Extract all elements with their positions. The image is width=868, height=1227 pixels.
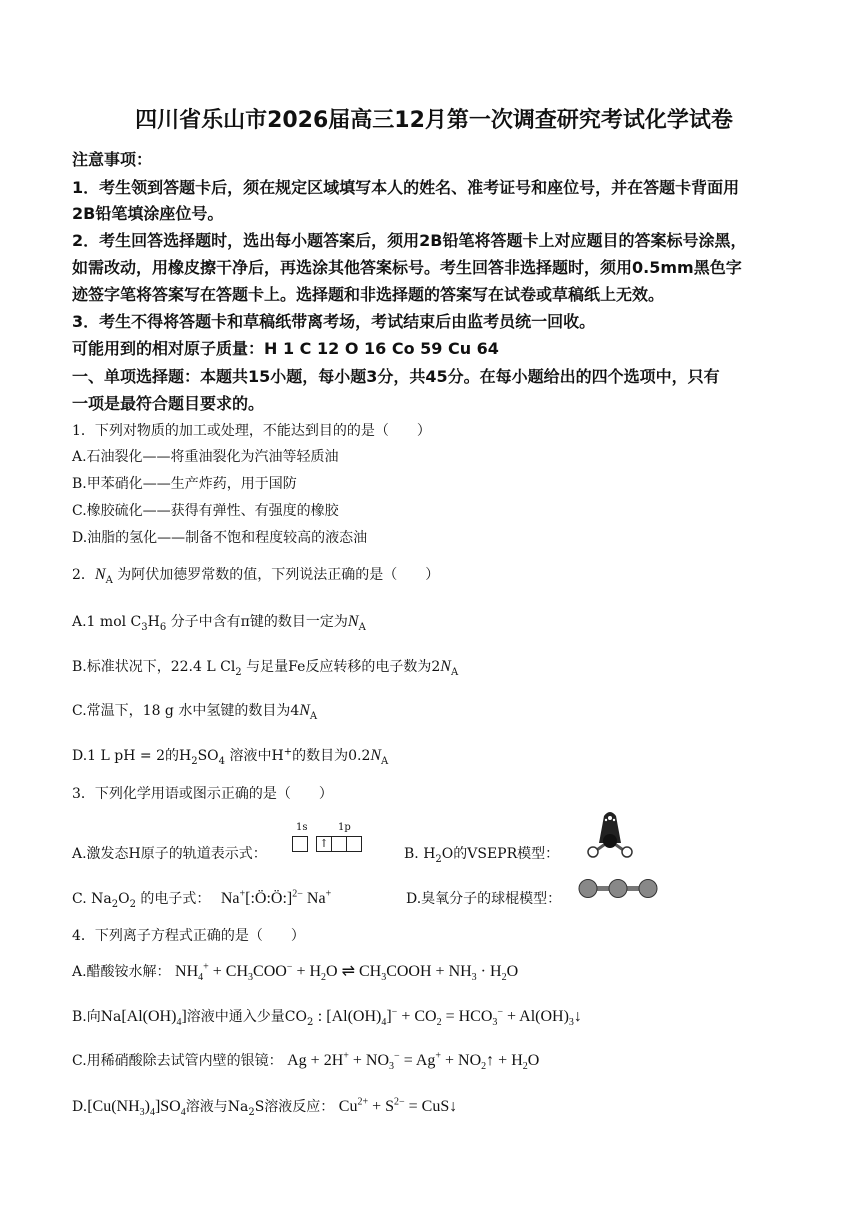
notice-item-1a: 1．考生领到答题卡后，须在规定区域填写本人的姓名、准考证号和座位号，并在答题卡背面用 — [72, 178, 740, 197]
q3-option-c: C. $Na_2O_2$ 的电子式： Na+[:Ö:Ö:]$^{2-}$ Na+ — [72, 888, 332, 910]
q1-option-d: D.油脂的氢化——制备不饱和程度较高的液态油 — [72, 530, 368, 546]
q3-option-b: B. $H_2O$的VSEPR模型： — [404, 846, 560, 865]
notice-item-2a: 2．考生回答选择题时，选出每小题答案后，须用2B铅笔将答题卡上对应题目的答案标号涂黑， — [72, 231, 747, 250]
q2-stem: 2．$N_A$ 为阿伏加德罗常数的值，下列说法正确的是（ ） — [72, 566, 440, 586]
q3-stem: 3．下列化学用语或图示正确的是（ ） — [72, 786, 333, 802]
orbital-label-1p: 1p — [338, 822, 351, 833]
q2-option-c: C.常温下，18 g 水中氢键的数目为$4N_A$ — [72, 702, 318, 722]
q3-option-a: A.激发态H原子的轨道表示式： — [72, 846, 267, 862]
orbital-box-1p-2 — [331, 836, 347, 852]
atomic-masses: 可能用到的相对原子质量：H 1 C 12 O 16 Co 59 Cu 64 — [72, 339, 499, 358]
q4-option-b: B.向$Na[Al(OH)_4]$溶液中通入少量$CO_2$ : $[Al(OH)_4]^- + CO_2 = HCO_3^-$ + $Al(OH)_3↓$ — [72, 1006, 582, 1029]
orbital-box-1s — [292, 836, 308, 852]
section-heading-a: 一、单项选择题：本题共15小题，每小题3分，共45分。在每小题给出的四个选项中，只有 — [72, 367, 720, 386]
q1-option-a: A.石油裂化——将重油裂化为汽油等轻质油 — [72, 449, 339, 465]
orbital-label-1s: 1s — [296, 822, 308, 833]
q4-option-c: C.用稀硝酸除去试管内壁的银镜： $Ag + 2H^+ + NO_3^- = Ag^+$ + $NO_2↑ + H_2O$ — [72, 1050, 540, 1073]
q1-stem: 1．下列对物质的加工或处理，不能达到目的的是（ ） — [72, 423, 431, 439]
q4-option-a: A.醋酸铵水解： $NH_4^+ + CH_3COO^- + H_2O$ ⇌ $CH_3COOH + NH_3 \cdot H_2O$ — [72, 961, 519, 984]
q2-option-a: A.1 mol $C_3H_6$ 分子中含有π键的数目一定为$N_A$ — [72, 613, 366, 633]
q1-option-b: B.甲苯硝化——生产炸药，用于国防 — [72, 476, 297, 492]
vsepr-model-image — [582, 808, 638, 862]
q1-option-c: C.橡胶硫化——获得有弹性、有强度的橡胶 — [72, 503, 339, 519]
q4-stem: 4．下列离子方程式正确的是（ ） — [72, 928, 305, 944]
ozone-model-image — [576, 876, 660, 902]
notice-item-2c: 迹签字笔将答案写在答题卡上。选择题和非选择题的答案写在试卷或草稿纸上无效。 — [72, 285, 665, 304]
notice-item-2b: 如需改动，用橡皮擦干净后，再选涂其他答案标号。考生回答非选择题时，须用0.5mm黑色字 — [72, 258, 742, 277]
q2-option-b: B.标准状况下，22.4 L $Cl_2$ 与足量Fe反应转移的电子数为$2N_A$ — [72, 658, 459, 678]
q4-option-d: $D.[Cu(NH_3)_4]SO_4$溶液与$Na_2S$溶液反应： $Cu^{2+} + S^{2-}$ = CuS↓ — [72, 1096, 458, 1119]
notice-heading: 注意事项： — [72, 150, 153, 169]
orbital-box-1p-3 — [346, 836, 362, 852]
orbital-box-1p-1: ↑ — [316, 836, 332, 852]
section-heading-b: 一项是最符合题目要求的。 — [72, 394, 265, 413]
q3-option-d: D.臭氧分子的球棍模型： — [406, 891, 562, 907]
page-title: 四川省乐山市2026届高三12月第一次调查研究考试化学试卷 — [135, 108, 733, 133]
q2-option-d: D.1 L pH = 2的$H_2SO_4$ 溶液中H+的数目为$0.2N_A$ — [72, 746, 389, 767]
notice-item-3: 3．考生不得将答题卡和草稿纸带离考场，考试结束后由监考员统一回收。 — [72, 312, 596, 331]
notice-item-1b: 2B铅笔填涂座位号。 — [72, 204, 224, 223]
